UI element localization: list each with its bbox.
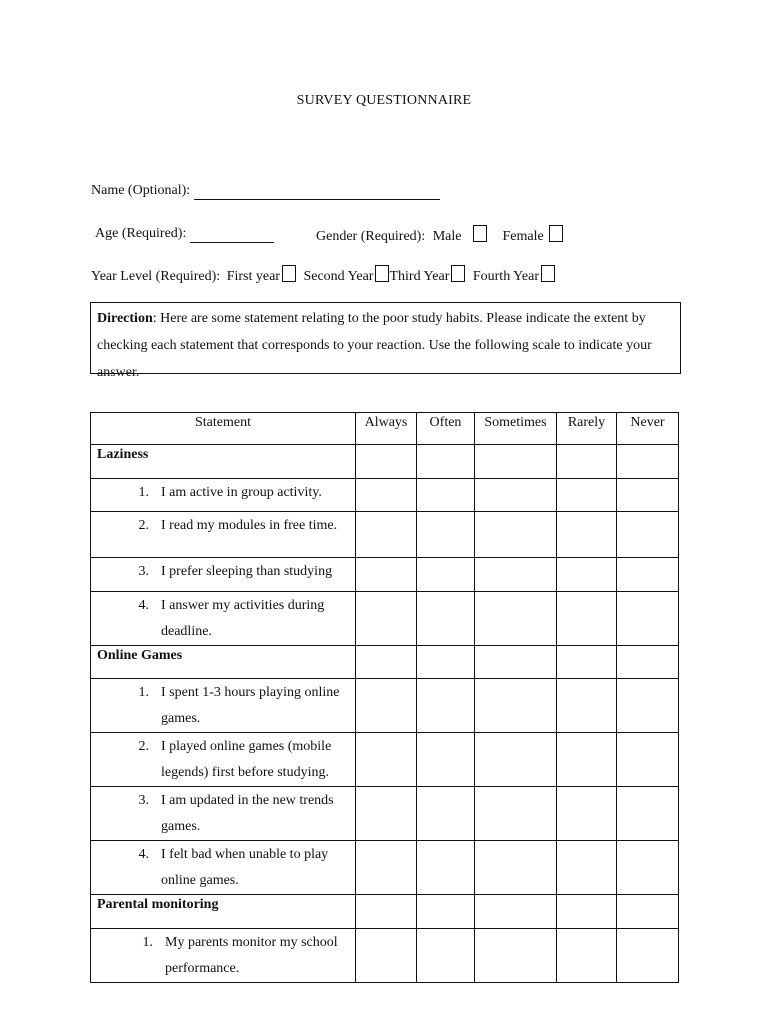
item-number: 1. bbox=[138, 485, 149, 500]
table-row bbox=[91, 929, 679, 983]
year-option-first: First year bbox=[226, 269, 280, 284]
year-option-third: Third Year bbox=[389, 269, 450, 284]
rating-cell[interactable] bbox=[617, 733, 679, 787]
rating-cell[interactable] bbox=[356, 787, 417, 841]
rating-cell[interactable] bbox=[557, 592, 617, 646]
table-row bbox=[91, 512, 679, 558]
statement-text: My parents monitor my school performance. bbox=[165, 935, 338, 976]
age-field[interactable] bbox=[190, 228, 274, 243]
rating-cell[interactable] bbox=[617, 512, 679, 558]
rating-cell[interactable] bbox=[617, 895, 679, 929]
rating-cell[interactable] bbox=[475, 592, 557, 646]
direction-label: Direction bbox=[97, 311, 153, 326]
table-row bbox=[91, 479, 679, 512]
female-label: Female bbox=[502, 229, 544, 244]
direction-box bbox=[90, 302, 681, 380]
rating-cell[interactable] bbox=[417, 479, 475, 512]
rating-cell[interactable] bbox=[475, 679, 557, 733]
rating-cell[interactable] bbox=[356, 592, 417, 646]
page-title: SURVEY QUESTIONNAIRE bbox=[296, 93, 472, 108]
rating-cell[interactable] bbox=[417, 445, 475, 479]
rating-cell[interactable] bbox=[617, 445, 679, 479]
rating-cell[interactable] bbox=[475, 558, 557, 592]
item-number: 4. bbox=[138, 598, 149, 613]
rating-cell[interactable] bbox=[417, 646, 475, 679]
statement-text: I prefer sleeping than studying bbox=[161, 564, 333, 579]
gender-row bbox=[316, 225, 563, 246]
rating-cell[interactable] bbox=[417, 592, 475, 646]
rating-cell[interactable] bbox=[417, 733, 475, 787]
rating-cell[interactable] bbox=[557, 841, 617, 895]
first-year-checkbox[interactable] bbox=[282, 265, 296, 282]
rating-cell[interactable] bbox=[356, 679, 417, 733]
survey-table bbox=[90, 412, 679, 983]
category-row-online-games bbox=[91, 646, 679, 679]
third-year-checkbox[interactable] bbox=[451, 265, 465, 282]
rating-cell[interactable] bbox=[475, 787, 557, 841]
item-number: 3. bbox=[138, 793, 149, 808]
rating-cell[interactable] bbox=[417, 841, 475, 895]
statement-text: I am updated in the new trends games. bbox=[161, 793, 334, 834]
name-field[interactable] bbox=[194, 185, 440, 200]
rating-cell[interactable] bbox=[356, 895, 417, 929]
rating-cell[interactable] bbox=[475, 646, 557, 679]
rating-cell[interactable] bbox=[557, 445, 617, 479]
rating-cell[interactable] bbox=[417, 929, 475, 983]
table-row bbox=[91, 592, 679, 646]
rating-cell[interactable] bbox=[475, 841, 557, 895]
rating-cell[interactable] bbox=[557, 679, 617, 733]
rating-cell[interactable] bbox=[557, 479, 617, 512]
name-row bbox=[91, 182, 440, 200]
rating-cell[interactable] bbox=[475, 895, 557, 929]
category-label: Parental monitoring bbox=[91, 895, 356, 929]
table-row bbox=[91, 733, 679, 787]
header-never: Never bbox=[617, 413, 679, 445]
item-number: 3. bbox=[138, 564, 149, 579]
male-label: Male bbox=[432, 229, 462, 244]
rating-cell[interactable] bbox=[475, 733, 557, 787]
category-label: Laziness bbox=[91, 445, 356, 479]
rating-cell[interactable] bbox=[617, 558, 679, 592]
item-number: 2. bbox=[138, 518, 149, 533]
rating-cell[interactable] bbox=[356, 733, 417, 787]
rating-cell[interactable] bbox=[356, 558, 417, 592]
rating-cell[interactable] bbox=[417, 558, 475, 592]
year-label: Year Level (Required): bbox=[91, 269, 221, 284]
category-row-laziness bbox=[91, 445, 679, 479]
rating-cell[interactable] bbox=[557, 787, 617, 841]
item-number: 1. bbox=[138, 685, 149, 700]
rating-cell[interactable] bbox=[475, 479, 557, 512]
year-row bbox=[91, 265, 555, 286]
header-often: Often bbox=[417, 413, 475, 445]
header-rarely: Rarely bbox=[557, 413, 617, 445]
category-row-parental-monitoring bbox=[91, 895, 679, 929]
second-year-checkbox[interactable] bbox=[375, 265, 389, 282]
header-always: Always bbox=[356, 413, 417, 445]
rating-cell[interactable] bbox=[356, 479, 417, 512]
name-label: Name (Optional): bbox=[91, 183, 191, 198]
table-header-row bbox=[91, 413, 679, 445]
rating-cell[interactable] bbox=[617, 479, 679, 512]
rating-cell[interactable] bbox=[417, 787, 475, 841]
rating-cell[interactable] bbox=[475, 445, 557, 479]
rating-cell[interactable] bbox=[356, 646, 417, 679]
rating-cell[interactable] bbox=[557, 929, 617, 983]
category-label: Online Games bbox=[91, 646, 356, 679]
age-label: Age (Required): bbox=[95, 226, 187, 241]
year-option-fourth: Fourth Year bbox=[472, 269, 539, 284]
table-row bbox=[91, 841, 679, 895]
rating-cell[interactable] bbox=[417, 512, 475, 558]
fourth-year-checkbox[interactable] bbox=[541, 265, 555, 282]
rating-cell[interactable] bbox=[557, 512, 617, 558]
table-row bbox=[91, 558, 679, 592]
rating-cell[interactable] bbox=[356, 841, 417, 895]
rating-cell[interactable] bbox=[557, 895, 617, 929]
table-row bbox=[91, 679, 679, 733]
rating-cell[interactable] bbox=[356, 512, 417, 558]
rating-cell[interactable] bbox=[557, 733, 617, 787]
item-number: 4. bbox=[138, 847, 149, 862]
rating-cell[interactable] bbox=[617, 841, 679, 895]
female-checkbox[interactable] bbox=[549, 225, 563, 242]
rating-cell[interactable] bbox=[557, 558, 617, 592]
rating-cell[interactable] bbox=[417, 679, 475, 733]
rating-cell[interactable] bbox=[356, 929, 417, 983]
gender-label: Gender (Required): bbox=[316, 229, 426, 244]
rating-cell[interactable] bbox=[475, 929, 557, 983]
table-row bbox=[91, 787, 679, 841]
statement-text: I am active in group activity. bbox=[161, 485, 322, 500]
statement-text: I felt bad when unable to play online games. bbox=[161, 847, 329, 888]
statement-text: I played online games (mobile legends) first before studying. bbox=[161, 739, 332, 780]
age-row bbox=[95, 225, 274, 243]
statement-text: I answer my activities during deadline. bbox=[161, 598, 325, 639]
item-number: 1. bbox=[142, 935, 153, 950]
statement-text: I spent 1-3 hours playing online games. bbox=[161, 685, 340, 726]
year-option-second: Second Year bbox=[303, 269, 374, 284]
male-checkbox[interactable] bbox=[473, 225, 487, 242]
rating-cell[interactable] bbox=[417, 895, 475, 929]
statement-text: I read my modules in free time. bbox=[161, 518, 338, 533]
rating-cell[interactable] bbox=[617, 929, 679, 983]
direction-text: : Here are some statement relating to the poor study habits. Please indicate the extent by checking each statement that corresponds to your reaction. Use the following scale to indicate your answer. bbox=[97, 311, 652, 380]
rating-cell[interactable] bbox=[557, 646, 617, 679]
rating-cell[interactable] bbox=[617, 787, 679, 841]
rating-cell[interactable] bbox=[617, 679, 679, 733]
rating-cell[interactable] bbox=[617, 646, 679, 679]
header-sometimes: Sometimes bbox=[475, 413, 557, 445]
rating-cell[interactable] bbox=[475, 512, 557, 558]
item-number: 2. bbox=[138, 739, 149, 754]
rating-cell[interactable] bbox=[617, 592, 679, 646]
header-statement: Statement bbox=[91, 413, 356, 445]
rating-cell[interactable] bbox=[356, 445, 417, 479]
